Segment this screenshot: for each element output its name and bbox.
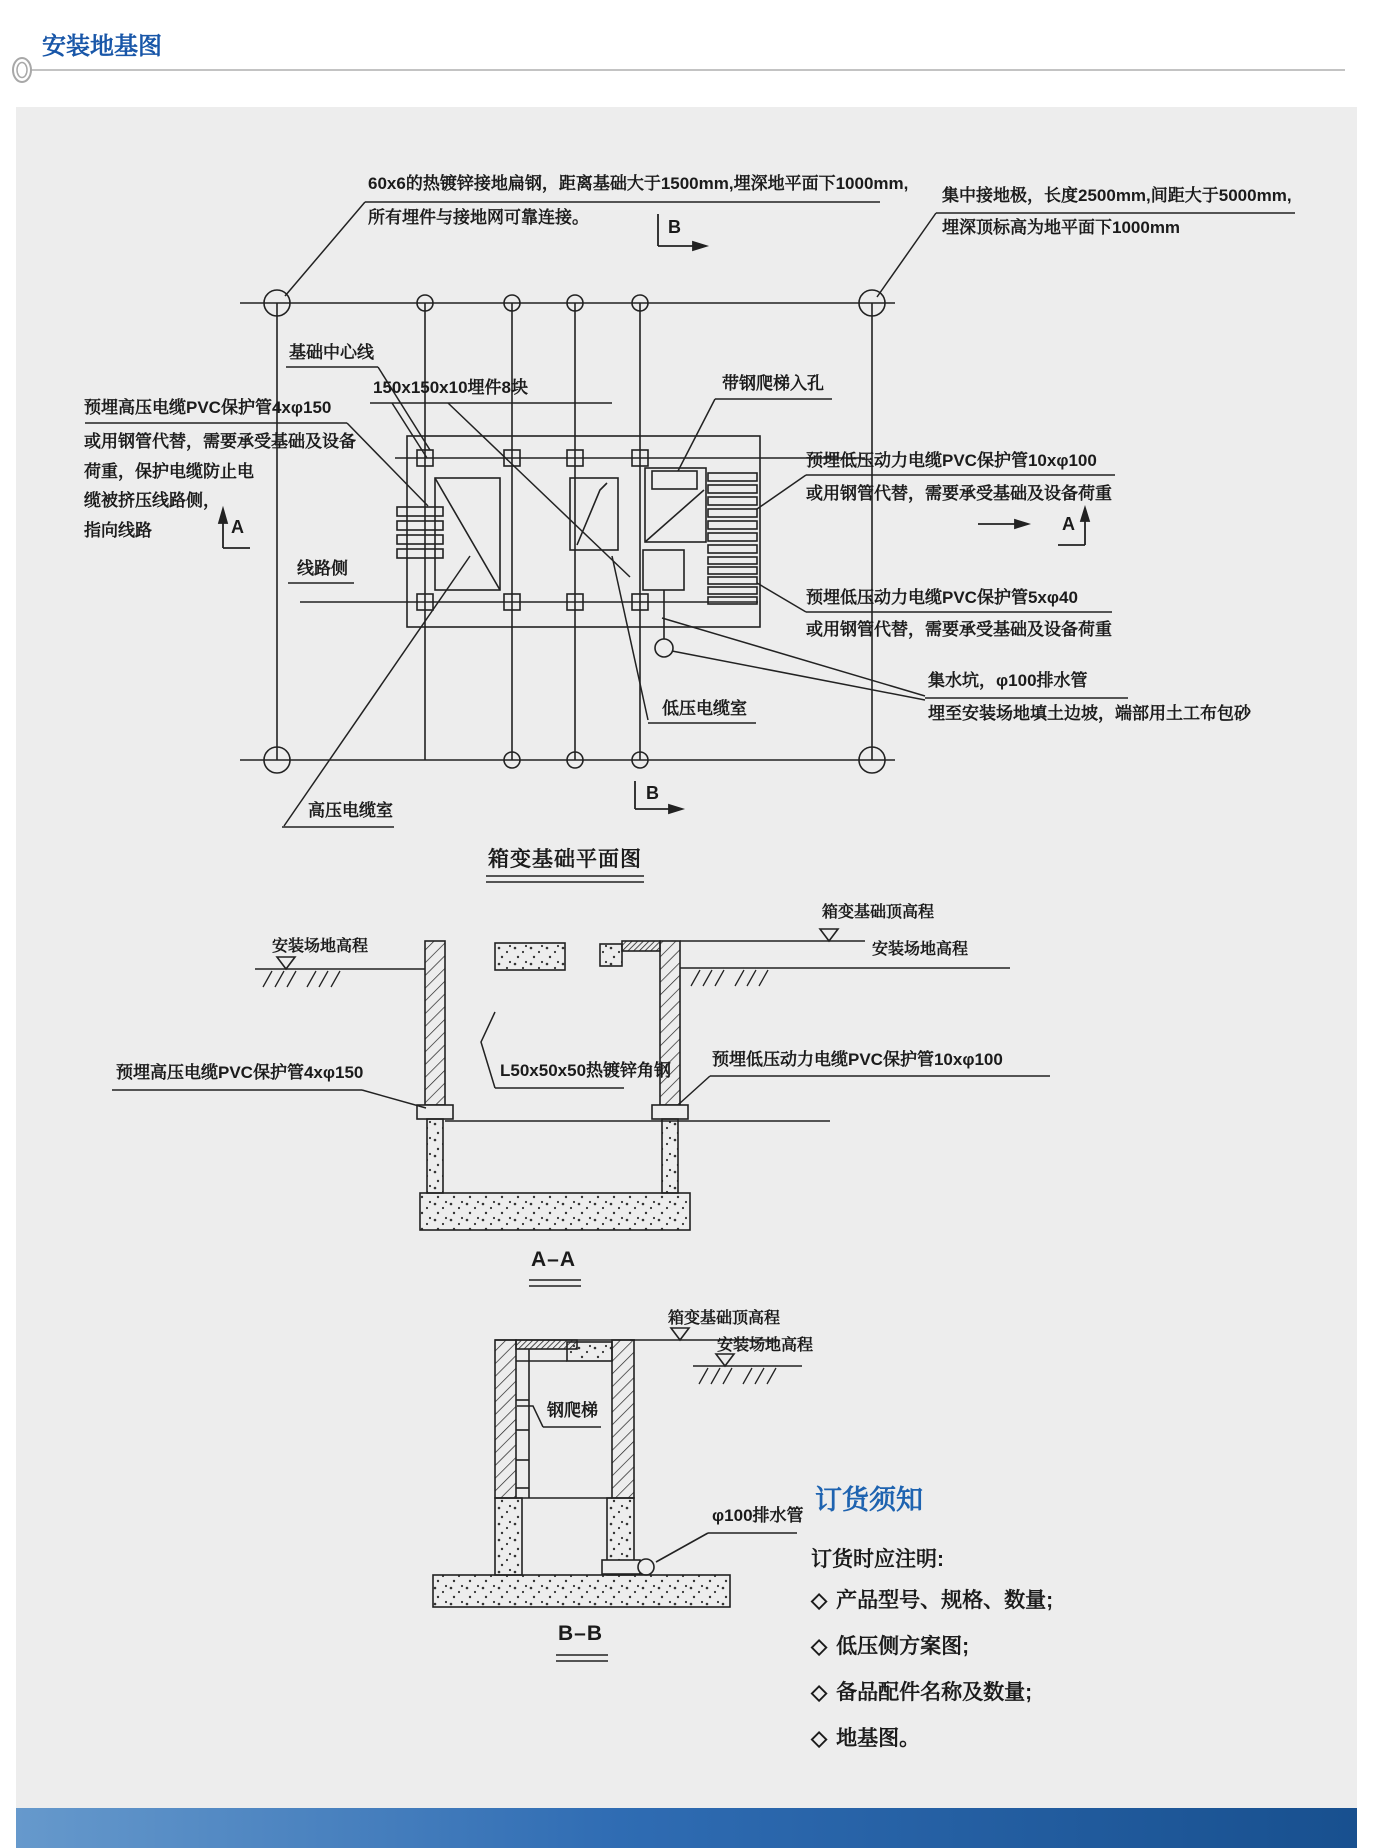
aa-label-site-elevation-right: 安装场地高程 bbox=[872, 941, 969, 958]
label-embed-plates: 150x150x10埋件8块 bbox=[373, 378, 529, 397]
section-bb-drawing bbox=[433, 1328, 802, 1661]
label-hv-pipe-line4: 缆被挤压线路侧， bbox=[84, 491, 220, 510]
ordering-item bbox=[811, 1676, 1032, 1706]
ordering-intro: 订货时应注明: bbox=[811, 1548, 944, 1571]
diamond-bullet-icon: ◇ bbox=[811, 1635, 828, 1658]
bb-label-drain-pipe: φ100排水管 bbox=[712, 1506, 804, 1525]
aa-label-lv-pipe: 预埋低压动力电缆PVC保护管10xφ100 bbox=[712, 1050, 1003, 1069]
label-hv-pipe-line5: 指向线路 bbox=[84, 521, 152, 540]
ordering-item-text: 备品配件名称及数量; bbox=[836, 1681, 1033, 1704]
bb-label-foundation-top-elevation: 箱变基础顶高程 bbox=[668, 1310, 781, 1327]
section-marker-a-left: A bbox=[231, 517, 244, 537]
aa-label-site-elevation-left: 安装场地高程 bbox=[272, 938, 369, 955]
bb-label-steel-ladder: 钢爬梯 bbox=[547, 1401, 598, 1420]
label-hv-pipe-line2: 或用钢管代替，需要承受基础及设备 bbox=[84, 432, 356, 451]
annotation-electrode-line1: 集中接地极，长度2500mm,间距大于5000mm, bbox=[942, 186, 1292, 205]
label-ladder-manhole: 带钢爬梯入孔 bbox=[722, 374, 824, 393]
label-lv-pipe40-line2: 或用钢管代替，需要承受基础及设备荷重 bbox=[806, 620, 1112, 639]
ordering-item-text: 低压侧方案图; bbox=[836, 1635, 970, 1658]
annotation-electrode-line2: 埋深顶标高为地平面下1000mm bbox=[942, 218, 1181, 237]
section-marker-b-bottom: B bbox=[646, 783, 659, 803]
aa-section-title: A–A bbox=[531, 1248, 577, 1271]
label-sump-line1: 集水坑，φ100排水管 bbox=[928, 671, 1088, 690]
ordering-heading: 订货须知 bbox=[815, 1485, 923, 1515]
label-lv-pipe40-line1: 预埋低压动力电缆PVC保护管5xφ40 bbox=[806, 588, 1078, 607]
label-foundation-center-line: 基础中心线 bbox=[289, 343, 374, 362]
aa-label-foundation-top-elevation: 箱变基础顶高程 bbox=[822, 904, 935, 921]
annotation-flat-steel-line2: 所有埋件与接地网可靠连接。 bbox=[368, 208, 589, 227]
section-marker-a-right: A bbox=[1062, 514, 1075, 534]
label-line-side: 线路侧 bbox=[297, 559, 348, 578]
ordering-item-text: 产品型号、规格、数量; bbox=[836, 1589, 1054, 1612]
diamond-bullet-icon: ◇ bbox=[811, 1589, 828, 1612]
aa-label-hv-pipe: 预埋高压电缆PVC保护管4xφ150 bbox=[116, 1063, 364, 1082]
annotation-flat-steel-line1: 60x6的热镀锌接地扁钢，距离基础大于1500mm,埋深地平面下1000mm, bbox=[368, 174, 909, 193]
section-aa-drawing bbox=[112, 929, 1050, 1286]
label-lv-pipe100-line2: 或用钢管代替，需要承受基础及设备荷重 bbox=[806, 484, 1112, 503]
aa-label-angle-steel: L50x50x50热镀锌角钢 bbox=[500, 1061, 672, 1080]
plan-foundation bbox=[300, 436, 865, 657]
label-lv-pipe100-line1: 预埋低压动力电缆PVC保护管10xφ100 bbox=[806, 451, 1097, 470]
header-rule bbox=[13, 58, 1345, 82]
ordering-item bbox=[811, 1630, 969, 1660]
ordering-item bbox=[811, 1584, 1053, 1614]
ordering-item-text: 地基图。 bbox=[836, 1727, 921, 1750]
plan-title: 箱变基础平面图 bbox=[488, 848, 642, 871]
section-marker-b-top: B bbox=[668, 217, 681, 237]
page-title: 安装地基图 bbox=[42, 33, 162, 60]
label-hv-cable-room: 高压电缆室 bbox=[308, 801, 393, 820]
label-hv-pipe-line1: 预埋高压电缆PVC保护管4xφ150 bbox=[84, 398, 332, 417]
diamond-bullet-icon: ◇ bbox=[811, 1727, 828, 1750]
label-hv-pipe-line3: 荷重，保护电缆防止电 bbox=[84, 462, 254, 481]
bb-section-title: B–B bbox=[558, 1622, 604, 1645]
label-lv-cable-room: 低压电缆室 bbox=[662, 699, 747, 718]
diamond-bullet-icon: ◇ bbox=[811, 1681, 828, 1704]
ordering-item bbox=[811, 1722, 920, 1752]
bb-label-site-elevation: 安装场地高程 bbox=[717, 1337, 814, 1354]
label-sump-line2: 埋至安装场地填土边坡，端部用土工布包砂 bbox=[928, 704, 1251, 723]
